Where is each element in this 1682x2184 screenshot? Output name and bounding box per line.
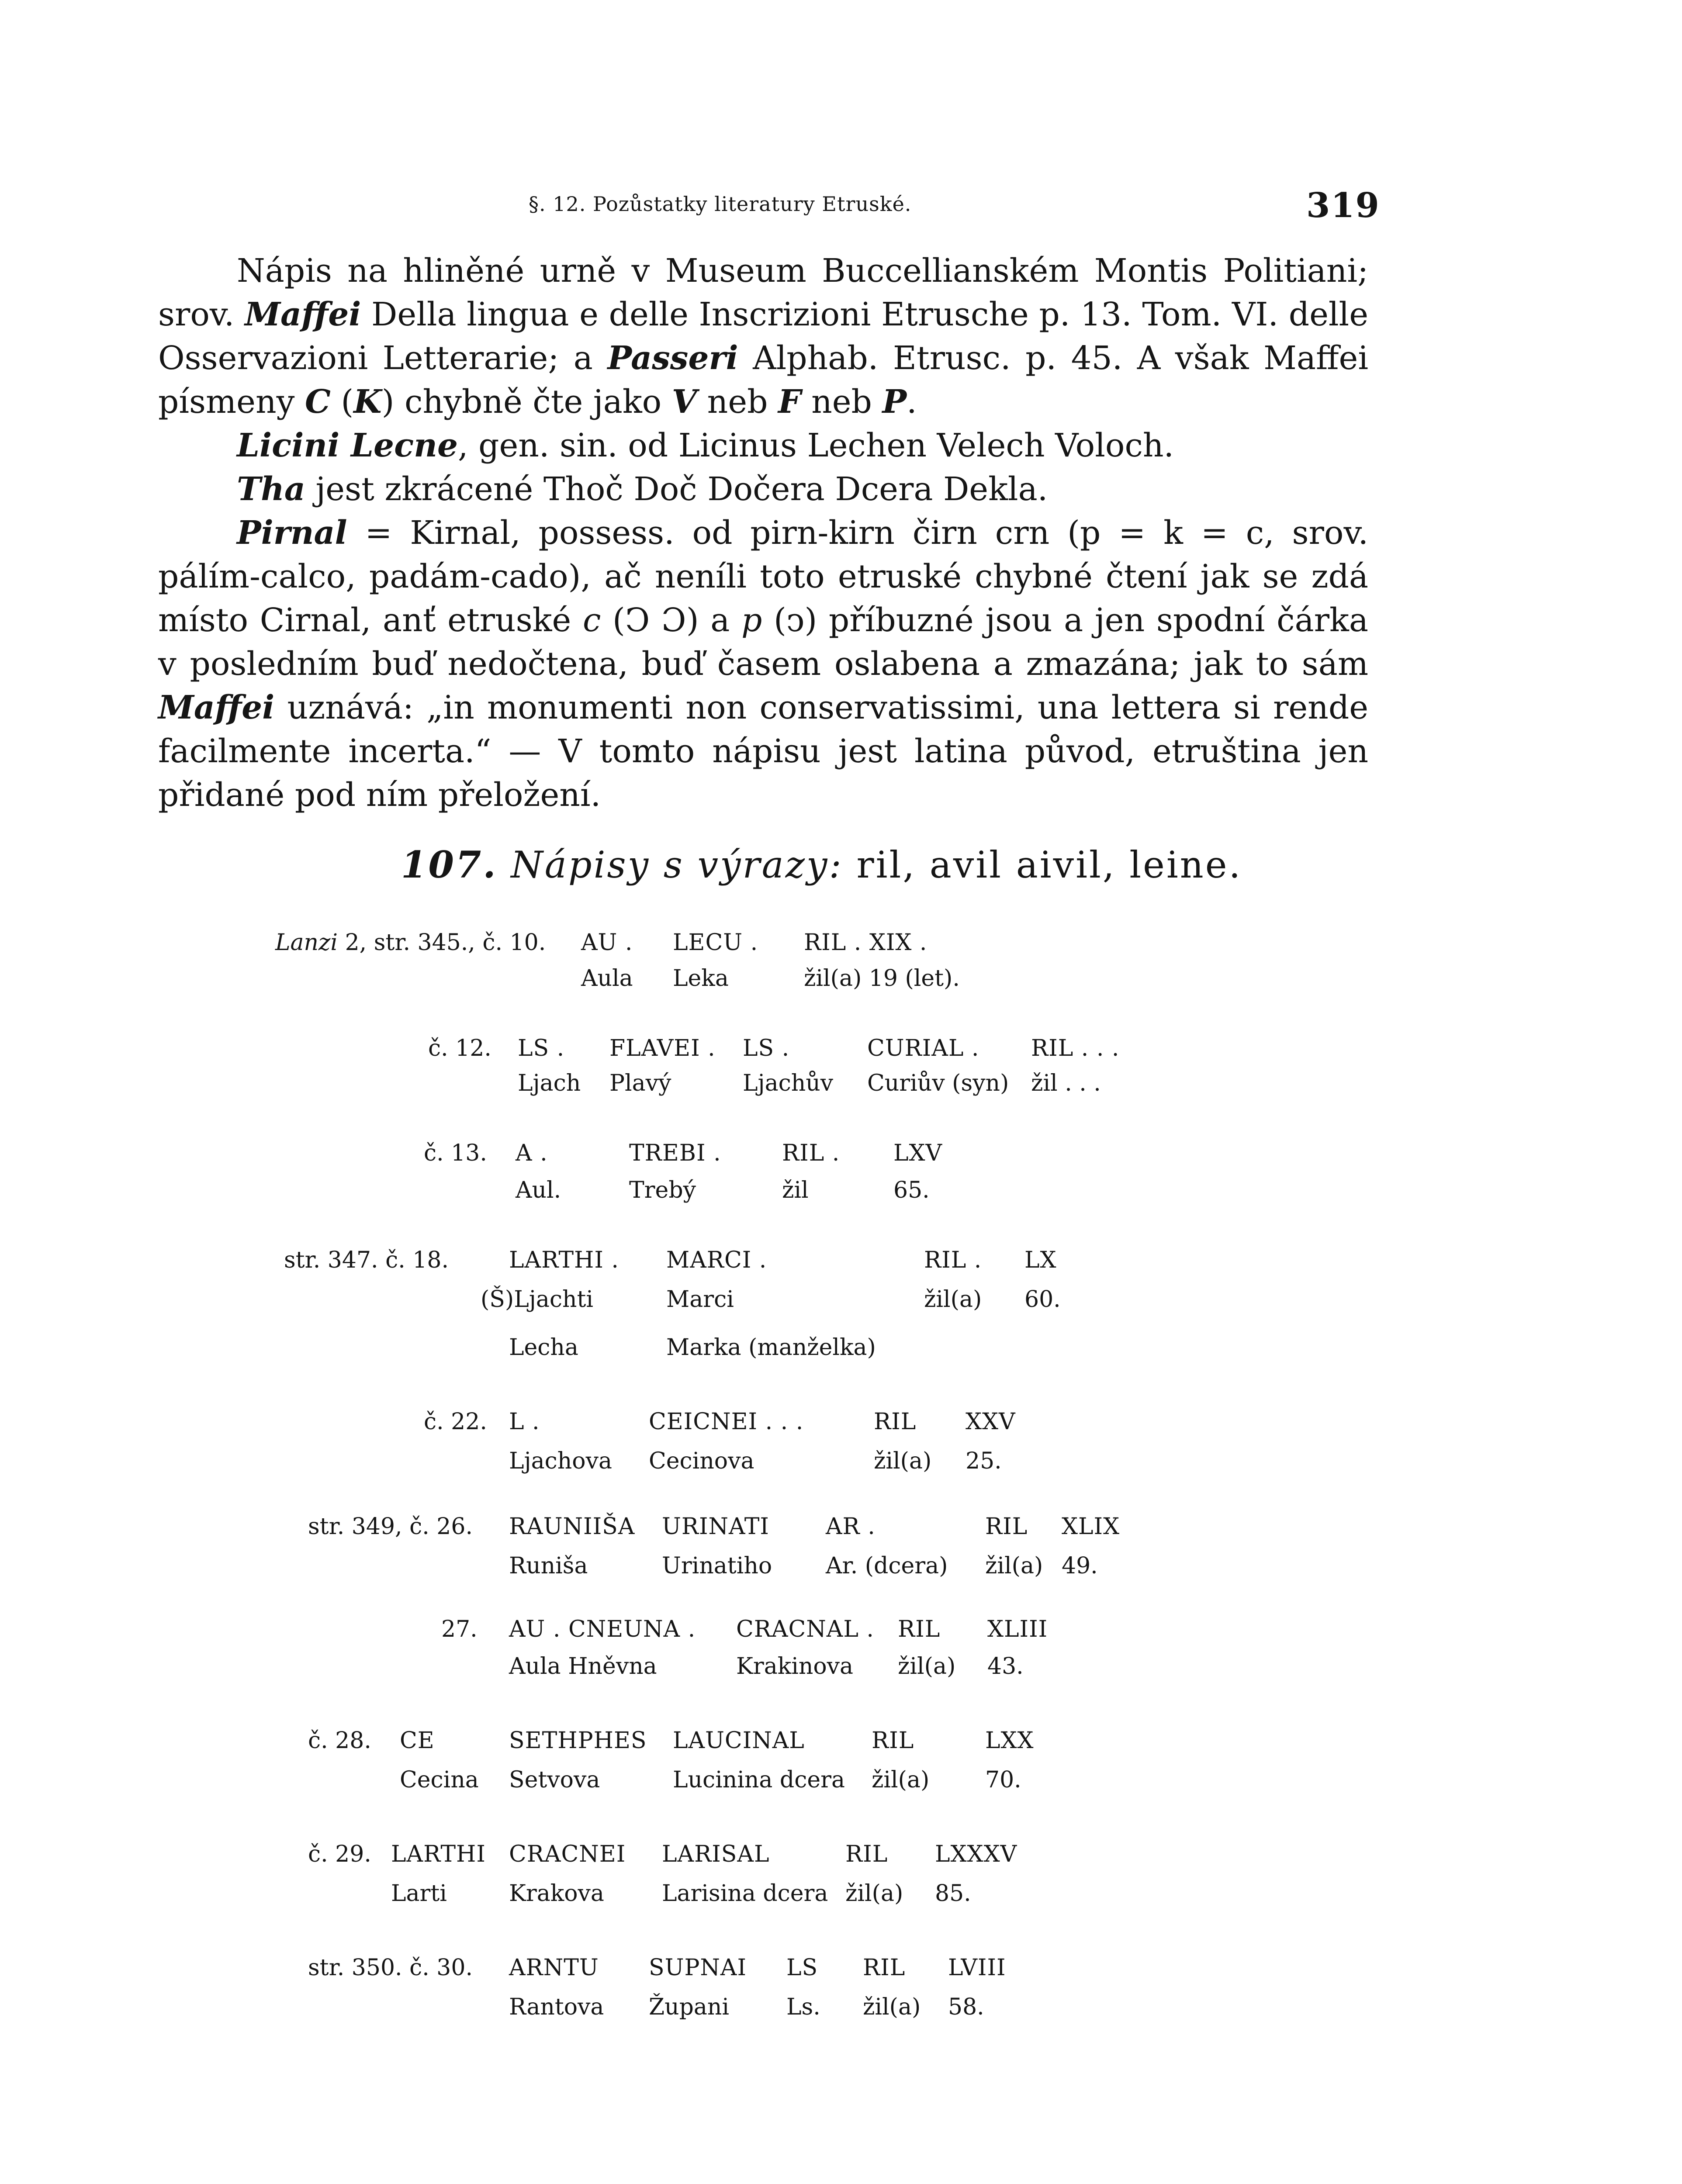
etruscan-word: LARTHI bbox=[391, 1841, 486, 1867]
etruscan-word: LXV bbox=[893, 1140, 943, 1166]
translation-word: žil(a) bbox=[985, 1553, 1043, 1579]
etruscan-word: URINATI bbox=[662, 1514, 769, 1540]
entry-ref: č. 13. bbox=[424, 1140, 487, 1166]
running-header: §. 12. Pozůstatky literatury Etruské. bbox=[529, 192, 912, 216]
etruscan-word: CE bbox=[400, 1728, 435, 1754]
etruscan-word: LX bbox=[1024, 1247, 1057, 1273]
etruscan-word: MARCI . bbox=[666, 1247, 767, 1273]
etruscan-word: SETHPHES bbox=[509, 1728, 647, 1754]
translation-word: 49. bbox=[1062, 1553, 1098, 1579]
etruscan-word: ARNTU bbox=[509, 1955, 599, 1981]
etruscan-word: LS . bbox=[518, 1035, 565, 1061]
etruscan-word: AR . bbox=[826, 1514, 876, 1540]
etruscan-word: LS bbox=[786, 1955, 818, 1981]
page-number: 319 bbox=[1306, 186, 1380, 225]
translation-word: Larisina dcera bbox=[662, 1880, 828, 1907]
etruscan-word: L . bbox=[509, 1409, 540, 1435]
etruscan-word: LECU . bbox=[673, 930, 758, 956]
translation-word: 25. bbox=[966, 1448, 1002, 1474]
entry-ref: str. 347. č. 18. bbox=[284, 1247, 449, 1273]
entry-ref: č. 29. bbox=[308, 1841, 371, 1867]
etruscan-word: AU . bbox=[581, 930, 633, 956]
etruscan-word: XLIII bbox=[987, 1616, 1048, 1642]
translation-word: 70. bbox=[985, 1767, 1021, 1793]
translation-word: Krakova bbox=[509, 1880, 604, 1907]
translation-word: Ar. (dcera) bbox=[826, 1553, 948, 1579]
etruscan-word: LS . bbox=[743, 1035, 790, 1061]
section-number: 107. bbox=[401, 843, 498, 886]
entry-ref: 27. bbox=[441, 1616, 478, 1642]
translation-word: 43. bbox=[987, 1653, 1024, 1679]
paragraph-2: Licini Lecne, gen. sin. od Licinus Lechen Velech Voloch. bbox=[237, 427, 1174, 464]
etruscan-word: RIL bbox=[898, 1616, 941, 1642]
etruscan-word: RIL . . . bbox=[1031, 1035, 1120, 1061]
etruscan-word: XLIX bbox=[1062, 1514, 1120, 1540]
paragraph-1: Nápis na hliněné urně v Museum Buccellianském Montis Politiani; srov. Maffei Della lingua e delle Inscrizioni Etrusche p. 13. Tom. VI. delle Osservazioni Letterarie; a Passeri Alphab. Etrusc. p. 45. A však Maffei písmeny C (K) chybně čte jako V neb F neb P. bbox=[158, 252, 1369, 421]
section-title-words: ril, avil aivil, leine. bbox=[856, 843, 1242, 886]
translation-word: Lucinina dcera bbox=[673, 1767, 845, 1793]
translation-word: žil(a) bbox=[863, 1994, 921, 2020]
translation-word: Ljach bbox=[518, 1070, 581, 1096]
translation-word: Ls. bbox=[786, 1994, 820, 2020]
etruscan-word: FLAVEI . bbox=[609, 1035, 716, 1061]
entry-ref: str. 349, č. 26. bbox=[308, 1514, 473, 1540]
translation-word: žil(a) 19 (let). bbox=[804, 965, 960, 992]
translation-word: Aul. bbox=[516, 1177, 561, 1203]
section-title-italic: Nápisy s výrazy: bbox=[511, 843, 843, 886]
etruscan-word: XXV bbox=[966, 1409, 1016, 1435]
translation-word: Runiša bbox=[509, 1553, 588, 1579]
etruscan-word: RIL bbox=[863, 1955, 906, 1981]
translation-word: žil(a) bbox=[924, 1286, 982, 1313]
entry-ref: č. 12. bbox=[428, 1035, 491, 1061]
etruscan-word: TREBI . bbox=[629, 1140, 721, 1166]
etruscan-word: RAUNIIŠA bbox=[509, 1514, 635, 1540]
translation-word: žil . . . bbox=[1031, 1070, 1101, 1096]
translation-word: Aula Hněvna bbox=[509, 1653, 657, 1679]
etruscan-word: RIL bbox=[845, 1841, 888, 1867]
translation-word: 60. bbox=[1024, 1286, 1061, 1313]
etruscan-word: AU . CNEUNA . bbox=[509, 1616, 696, 1642]
translation-word-alt: Marka (manželka) bbox=[666, 1334, 876, 1361]
translation-word: 85. bbox=[935, 1880, 971, 1907]
etruscan-word: RIL bbox=[874, 1409, 917, 1435]
translation-word: 65. bbox=[893, 1177, 930, 1203]
etruscan-word: RIL . bbox=[924, 1247, 982, 1273]
etruscan-word: LARTHI . bbox=[509, 1247, 619, 1273]
entry-ref: č. 28. bbox=[308, 1728, 371, 1754]
translation-word: Setvova bbox=[509, 1767, 600, 1793]
translation-word: 58. bbox=[948, 1994, 984, 2020]
translation-word: žil(a) bbox=[845, 1880, 903, 1907]
etruscan-word: RIL . bbox=[782, 1140, 840, 1166]
translation-word: žil(a) bbox=[874, 1448, 932, 1474]
translation-word: Cecinova bbox=[649, 1448, 754, 1474]
translation-word: Marci bbox=[666, 1286, 734, 1313]
translation-word: (Š)Ljachti bbox=[481, 1286, 593, 1313]
etruscan-word: LXXXV bbox=[935, 1841, 1018, 1867]
entry-ref: str. 350. č. 30. bbox=[308, 1955, 473, 1981]
translation-word: Leka bbox=[673, 965, 729, 992]
etruscan-word: A . bbox=[516, 1140, 548, 1166]
translation-word: Ljachův bbox=[743, 1070, 834, 1096]
etruscan-word: LARISAL bbox=[662, 1841, 770, 1867]
body-text bbox=[158, 249, 1368, 817]
translation-word: Krakinova bbox=[736, 1653, 854, 1679]
entry-ref: č. 22. bbox=[424, 1409, 487, 1435]
translation-word: Trebý bbox=[629, 1177, 696, 1203]
translation-word: žil(a) bbox=[898, 1653, 956, 1679]
translation-word: Cecina bbox=[400, 1767, 479, 1793]
translation-word: Larti bbox=[391, 1880, 447, 1907]
etruscan-word: RIL . XIX . bbox=[804, 930, 928, 956]
etruscan-word: RIL bbox=[872, 1728, 914, 1754]
translation-word: Rantova bbox=[509, 1994, 604, 2020]
translation-word-alt: Lecha bbox=[509, 1334, 578, 1361]
translation-word: Urinatiho bbox=[662, 1553, 772, 1579]
translation-word: Plavý bbox=[609, 1070, 671, 1096]
etruscan-word: CURIAL . bbox=[867, 1035, 979, 1061]
translation-word: Curiův (syn) bbox=[867, 1070, 1009, 1096]
etruscan-word: LVIII bbox=[948, 1955, 1006, 1981]
translation-word: Aula bbox=[581, 965, 633, 992]
etruscan-word: CRACNAL . bbox=[736, 1616, 874, 1642]
etruscan-word: LAUCINAL bbox=[673, 1728, 805, 1754]
translation-word: Ljachova bbox=[509, 1448, 612, 1474]
translation-word: žil(a) bbox=[872, 1767, 930, 1793]
section-heading bbox=[401, 843, 1242, 886]
etruscan-word: CEICNEI . . . bbox=[649, 1409, 804, 1435]
paragraph-3: Tha jest zkrácené Thoč Doč Dočera Dcera Dekla. bbox=[237, 470, 1048, 508]
etruscan-word: SUPNAI bbox=[649, 1955, 747, 1981]
entry-ref: Lanzi 2, str. 345., č. 10. bbox=[275, 930, 546, 956]
etruscan-word: RIL bbox=[985, 1514, 1028, 1540]
translation-word: Župani bbox=[649, 1994, 730, 2020]
translation-word: žil bbox=[782, 1177, 809, 1203]
etruscan-word: LXX bbox=[985, 1728, 1034, 1754]
paragraph-4: Pirnal = Kirnal, possess. od pirn-kirn čirn crn (p = k = c, srov. pálím-calco, padám-cado), ač neníli toto etruské chybné čtení jak se zdá místo Cirnal, anť etruské c (Ↄ Ɔ) a p (ↄ) příbuzné jsou a jen spodní čárka v posledním buď nedočtena, buď časem oslabena a zmazána; jak to sám Maffei uznává: „in monumenti non conservatissimi, una lettera si rende facilmente incerta.“ — V tomto nápisu jest latina původ, etruština jen přidané pod ním přeložení. bbox=[158, 514, 1368, 814]
etruscan-word: CRACNEI bbox=[509, 1841, 626, 1867]
